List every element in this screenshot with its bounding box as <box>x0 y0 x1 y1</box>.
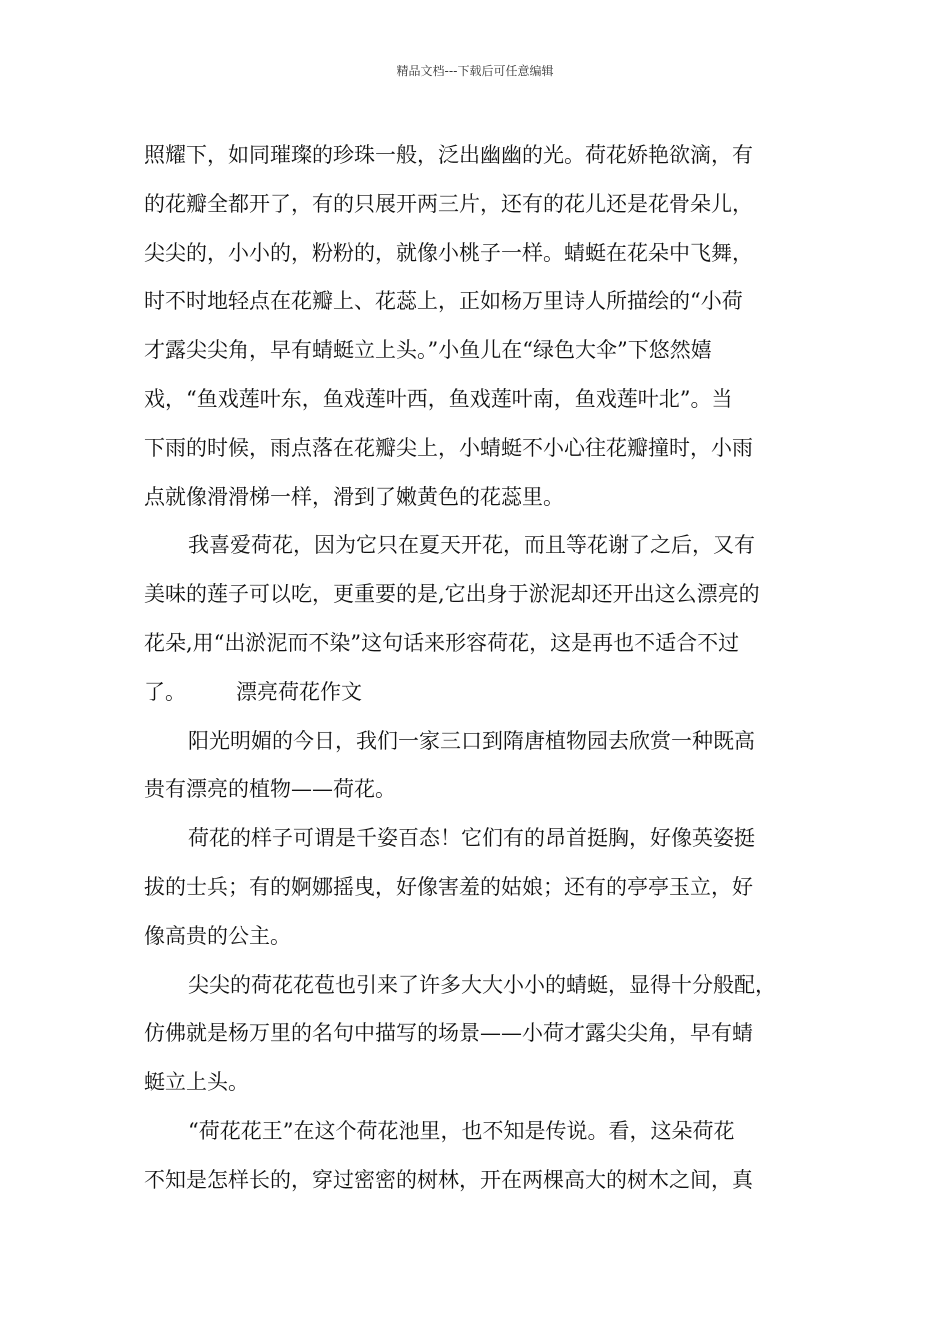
body-text <box>144 131 816 1205</box>
essay-title: 漂亮荷花作文 <box>236 679 362 704</box>
text-line: 蜓立上头。 <box>144 1070 249 1095</box>
text-line: 像高贵的公主。 <box>144 923 291 948</box>
text-line: 尖尖的荷花花苞也引来了许多大大小小的蜻蜓，显得十分般配， <box>188 972 776 997</box>
text-line: 时不时地轻点在花瓣上、花蕊上，正如杨万里诗人所描绘的“小荷 <box>144 289 743 314</box>
text-line: 戏，“鱼戏莲叶东，鱼戏莲叶西，鱼戏莲叶南，鱼戏莲叶北”。当 <box>144 386 733 411</box>
text-line: “荷花花王”在这个荷花池里，也不知是传说。看，这朵荷花 <box>188 1118 735 1143</box>
text-line: 点就像滑滑梯一样，滑到了嫩黄色的花蕊里。 <box>144 484 564 509</box>
text-line: 美味的莲子可以吃，更重要的是,它出身于淤泥却还开出这么漂亮的 <box>144 582 760 607</box>
text-line: 花朵,用“出淤泥而不染”这句话来形容荷花，这是再也不适合不过 <box>144 630 740 655</box>
text-line: 仿佛就是杨万里的名句中描写的场景——小荷才露尖尖角，早有蜻 <box>144 1021 753 1046</box>
text-line: 才露尖尖角，早有蜻蜓立上头。”小鱼儿在“绿色大伞”下悠然嬉 <box>144 338 712 363</box>
text-line: 照耀下，如同璀璨的珍珠一般，泛出幽幽的光。荷花娇艳欲滴，有 <box>144 143 753 167</box>
text-line: 不知是怎样长的，穿过密密的树林，开在两棵高大的树木之间，真 <box>144 1167 753 1192</box>
text-line: 的花瓣全都开了，有的只展开两三片，还有的花儿还是花骨朵儿， <box>144 191 753 216</box>
text-line: 荷花的样子可谓是千姿百态！它们有的昂首挺胸，好像英姿挺 <box>188 826 755 851</box>
page-header: 精品文档---下载后可任意编辑 <box>396 64 554 78</box>
text-line: 尖尖的，小小的，粉粉的，就像小桃子一样。蜻蜓在花朵中飞舞， <box>144 240 753 265</box>
text-line: 拔的士兵；有的婀娜摇曳，好像害羞的姑娘；还有的亭亭玉立，好 <box>144 874 753 899</box>
text-line: 我喜爱荷花，因为它只在夏天开花，而且等花谢了之后，又有 <box>188 533 755 558</box>
text-line: 贵有漂亮的植物——荷花。 <box>144 777 396 802</box>
text-line: 下雨的时候，雨点落在花瓣尖上，小蜻蜓不小心往花瓣撞时，小雨 <box>144 435 753 460</box>
line-end-text: 了。 <box>144 679 186 704</box>
text-line: 阳光明媚的今日，我们一家三口到隋唐植物园去欣赏一种既高 <box>188 728 755 753</box>
text-line <box>144 668 816 717</box>
